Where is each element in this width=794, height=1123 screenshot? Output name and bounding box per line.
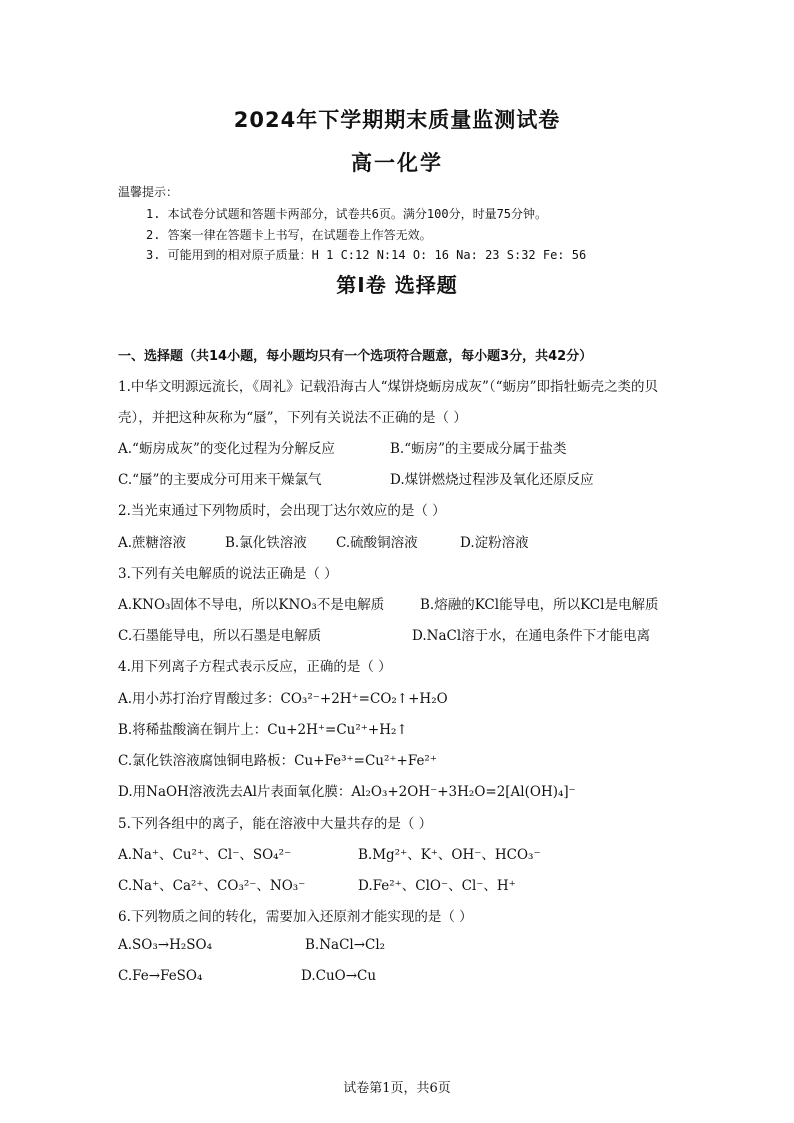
tips-label: 温馨提示： — [118, 185, 179, 199]
q3-option-d: D.NaCl溶于水，在通电条件下才能电离 — [412, 628, 651, 644]
q5-option-a: A.Na⁺、Cu²⁺、Cl⁻、SO₄²⁻ — [118, 847, 292, 863]
q2-stem: 2.当光束通过下列物质时，会出现丁达尔效应的是（ ） — [118, 503, 446, 519]
q1-option-a: A.“蛎房成灰”的变化过程为分解反应 — [118, 441, 335, 457]
page-footer: 试卷第1页，共6页 — [343, 1081, 451, 1096]
q4-option-d: D.用NaOH溶液洗去Al片表面氧化膜：Al₂O₃+2OH⁻+3H₂O=2[Al(OH)₄]⁻ — [118, 784, 576, 800]
exam-subject: 高一化学 — [351, 151, 443, 175]
section-heading: 一、选择题（共14小题，每小题均只有一个选项符合题意，每小题3分，共42分） — [118, 349, 593, 364]
q6-stem: 6.下列物质之间的转化，需要加入还原剂才能实现的是（ ） — [118, 909, 473, 925]
q3-option-a: A.KNO₃固体不导电，所以KNO₃不是电解质 — [118, 597, 385, 613]
q1-option-d: D.煤饼燃烧过程涉及氧化还原反应 — [390, 472, 594, 488]
q1-option-c: C.“蜃”的主要成分可用来干燥氯气 — [118, 472, 322, 488]
q6-option-a: A.SO₃→H₂SO₄ — [118, 937, 212, 953]
q5-option-b: B.Mg²⁺、K⁺、OH⁻、HCO₃⁻ — [358, 847, 541, 863]
q5-option-d: D.Fe²⁺、ClO⁻、Cl⁻、H⁺ — [358, 878, 516, 894]
q6-option-d: D.CuO→Cu — [301, 968, 377, 984]
tip-1: 1. 本试卷分试题和答题卡两部分，试卷共6页。满分100分，时量75分钟。 — [146, 207, 548, 221]
q2-option-a: A.蔗糖溶液 — [118, 535, 187, 551]
q6-option-b: B.NaCl→Cl₂ — [305, 937, 386, 953]
tip-3: 3. 可能用到的相对原子质量：H 1 C:12 N:14 O: 16 Na: 23 S:32 Fe: 56 — [146, 248, 587, 262]
q4-stem: 4.用下列离子方程式表示反应，正确的是（ ） — [118, 659, 392, 675]
q5-stem: 5.下列各组中的离子，能在溶液中大量共存的是（ ） — [118, 816, 433, 832]
q1-stem-line-1: 1.中华文明源远流长，《周礼》记载沿海古人“煤饼烧蛎房成灰”（“蛎房”即指牡蛎壳之类的贝 — [118, 379, 658, 395]
q4-option-a: A.用小苏打治疗胃酸过多：CO₃²⁻+2H⁺=CO₂↑+H₂O — [118, 691, 448, 707]
q2-option-c: C.硫酸铜溶液 — [336, 535, 418, 551]
q2-option-b: B.氯化铁溶液 — [225, 535, 307, 551]
tip-2: 2. 答案一律在答题卡上书写，在试题卷上作答无效。 — [146, 228, 432, 242]
q1-stem-line-2: 壳），并把这种灰称为“蜃”，下列有关说法不正确的是（ ） — [118, 410, 467, 426]
q4-option-c: C.氯化铁溶液腐蚀铜电路板：Cu+Fe³⁺=Cu²⁺+Fe²⁺ — [118, 753, 437, 769]
exam-title: 2024年下学期期末质量监测试卷 — [233, 108, 561, 132]
q1-option-b: B.“蛎房”的主要成分属于盐类 — [390, 441, 567, 457]
section-title: 第Ⅰ卷 选择题 — [336, 273, 458, 297]
q4-option-b: B.将稀盐酸滴在铜片上：Cu+2H⁺=Cu²⁺+H₂↑ — [118, 722, 408, 738]
q3-option-b: B.熔融的KCl能导电，所以KCl是电解质 — [420, 597, 659, 613]
q2-option-d: D.淀粉溶液 — [460, 535, 529, 551]
q6-option-c: C.Fe→FeSO₄ — [118, 968, 203, 984]
q3-stem: 3.下列有关电解质的说法正确是（ ） — [118, 566, 338, 582]
q3-option-c: C.石墨能导电，所以石墨是电解质 — [118, 628, 322, 644]
q5-option-c: C.Na⁺、Ca²⁺、CO₃²⁻、NO₃⁻ — [118, 878, 306, 894]
